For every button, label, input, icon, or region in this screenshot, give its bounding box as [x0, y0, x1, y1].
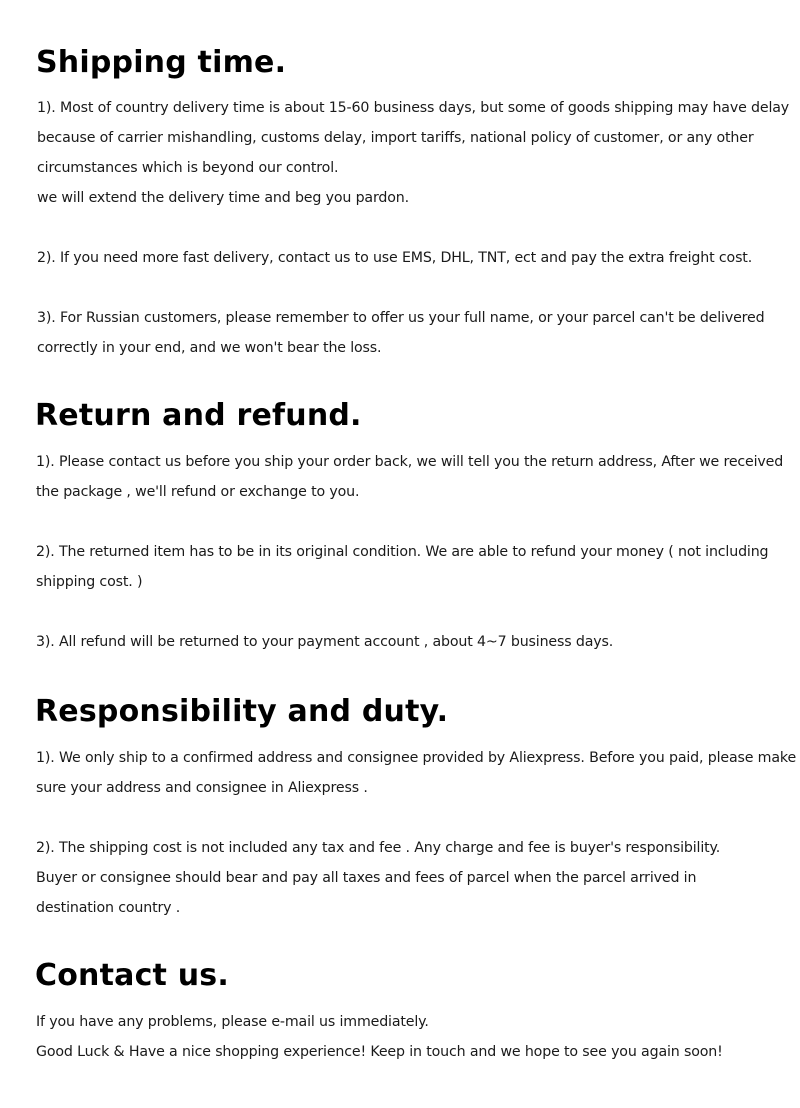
responsibility-duty-line: destination country .	[36, 900, 181, 916]
return-refund-line: shipping cost. )	[36, 574, 143, 590]
contact-us-line: Good Luck & Have a nice shopping experience! Keep in touch and we hope to see you again soon!	[36, 1044, 723, 1060]
return-refund-line: the package , we'll refund or exchange to you.	[36, 484, 360, 500]
return-refund-line: 1). Please contact us before you ship your order back, we will tell you the return address, After we received	[36, 454, 784, 470]
contact-us-line: If you have any problems, please e-mail us immediately.	[36, 1014, 429, 1030]
responsibility-duty-line: 2). The shipping cost is not included any tax and fee . Any charge and fee is buyer's responsibility.	[36, 840, 721, 856]
shipping-time-line: correctly in your end, and we won't bear the loss.	[37, 340, 382, 356]
shipping-time-heading: Shipping time.	[36, 45, 287, 80]
responsibility-duty-heading: Responsibility and duty.	[35, 694, 449, 729]
return-refund-line: 3). All refund will be returned to your payment account , about 4~7 business days.	[36, 634, 614, 650]
contact-us-heading: Contact us.	[35, 958, 229, 993]
responsibility-duty-line: sure your address and consignee in Aliexpress .	[36, 780, 368, 796]
return-refund-heading: Return and refund.	[35, 398, 362, 433]
shipping-time-line: 3). For Russian customers, please remember to offer us your full name, or your parcel can't be delivered	[37, 310, 765, 326]
shipping-time-line: circumstances which is beyond our control.	[37, 160, 339, 176]
responsibility-duty-line: Buyer or consignee should bear and pay all taxes and fees of parcel when the parcel arrived in	[36, 870, 697, 886]
shipping-time-line: because of carrier mishandling, customs delay, import tariffs, national policy of customer, or any other	[37, 130, 754, 146]
return-refund-line: 2). The returned item has to be in its original condition. We are able to refund your money ( not including	[36, 544, 769, 560]
shipping-time-line: 2). If you need more fast delivery, contact us to use EMS, DHL, TNT, ect and pay the extra freight cost.	[37, 250, 753, 266]
shipping-time-line: we will extend the delivery time and beg you pardon.	[37, 190, 409, 206]
responsibility-duty-line: 1). We only ship to a confirmed address and consignee provided by Aliexpress. Before you paid, please make	[36, 750, 797, 766]
shipping-time-line: 1). Most of country delivery time is about 15-60 business days, but some of goods shipping may have delay	[37, 100, 790, 116]
